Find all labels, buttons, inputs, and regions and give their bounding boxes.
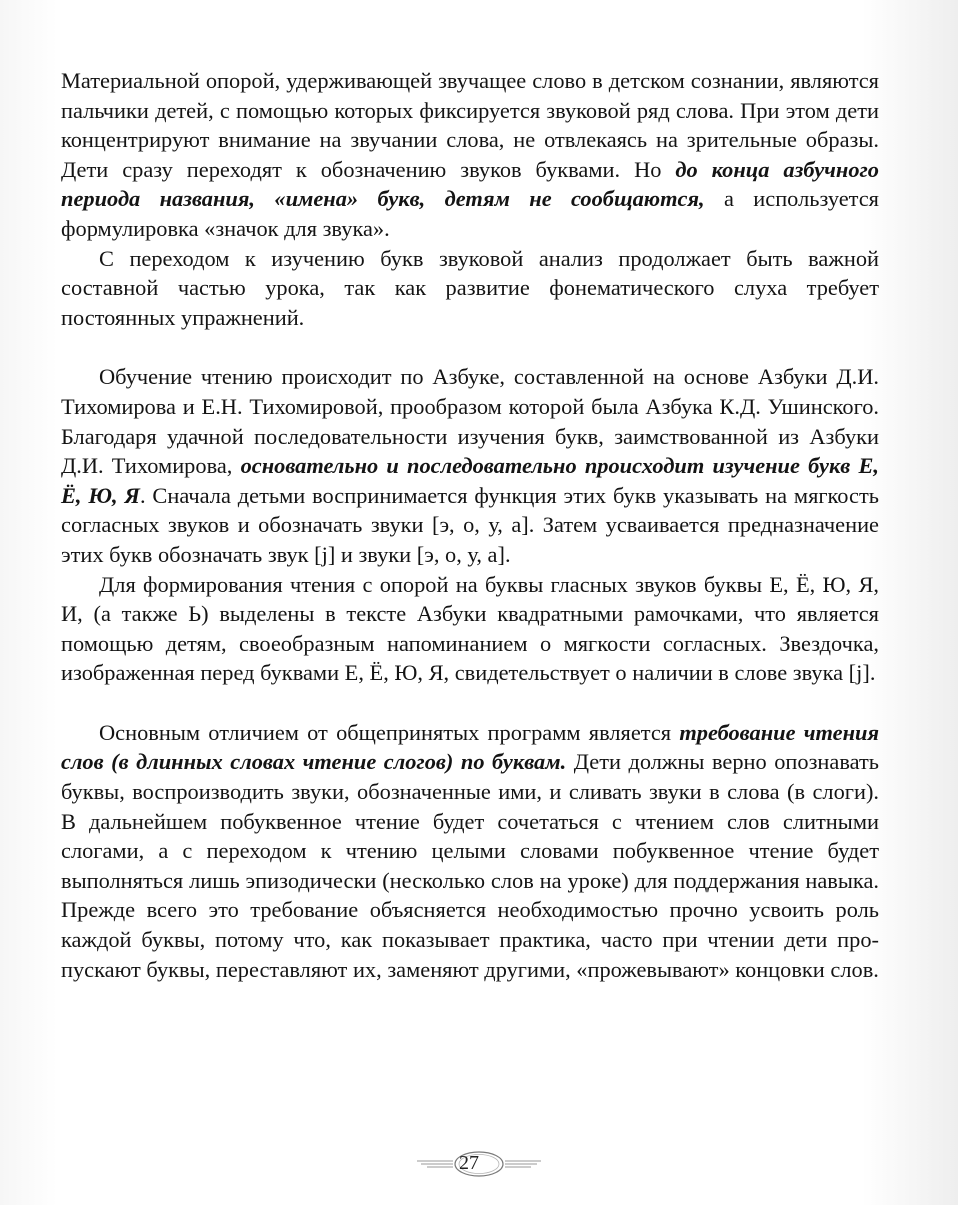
emphasized-text: до конца азбучного периода названия, «имена» букв, детям не сообщаются,	[61, 156, 879, 212]
text-run: а используется формулировка «значок для звука».	[61, 186, 879, 241]
paragraph-1	[61, 66, 879, 244]
text-run: С переходом к изучению букв звуковой анализ продолжает быть важной составной частью урока, так как развитие фонематического слуха требует постоянных упражнений.	[61, 245, 879, 330]
page-footer	[0, 1147, 958, 1179]
text-run: Материальной опорой, удерживающей звучащее слово в детском сознании, являются пальчики детей, с помощью которых фиксируется звуковой ряд слова. При этом дети концентрируют внимание на звучании слова, не отвлекаясь на зрительные образы. Дети сразу переходят к обозначению звуков буквами. Но	[61, 68, 879, 182]
page-body	[61, 66, 879, 984]
paragraph-2	[61, 244, 879, 333]
paragraph-5	[61, 718, 879, 984]
text-run: Дети должны верно опознавать буквы, воспроизводить звуки, обозначенные ими, и сливать звуки в слова (в слоги). В дальнейшем побуквенное чтение будет сочетаться с чтением слов слитными слогами, а с переходом к чтению целыми словами побуквенное чтение будет выполняться лишь эпизодически (несколько слов на уроке) для поддержания навыка. Прежде всего это требование объясняется необходимостью прочно усвоить роль каждой буквы, потому что, как показывает практика, часто при чтении дети пропускают буквы, переставляют их, заменяют другими, «прожевывают» концовки слов.	[61, 749, 879, 982]
text-run: Обучение чтению происходит по Азбуке, составленной на основе Азбуки Д.И. Тихомирова и Е.Н. Тихомировой, прообразом которой была Азбука К.Д. Ушинского. Благодаря удачной последовательности изучения букв, заимствованной из Азбуки Д.И. Тихомирова,	[61, 364, 879, 479]
paragraph-3	[61, 362, 879, 569]
emphasized-text: основательно и последовательно происходит изучение букв Е, Ё, Ю, Я	[61, 453, 879, 508]
text-run: . Сначала детьми воспринимается функция этих букв указывать на мягкость согласных звуков и обозначать звуки [э, о, у, а]. Затем усваивается предназначение этих букв обозначать звук [j] и звуки [э, о, у, а].	[61, 482, 879, 567]
page-number: 27	[459, 1152, 479, 1174]
text-run: Для формирования чтения с опорой на буквы гласных звуков буквы Е, Ё, Ю, Я, И, (а также Ь) выделены в тексте Азбуки квадратными рамочками, что является помощью детям, своеобразным напоминанием о мягкости согласных. Звездочка, изображенная перед буквами Е, Ё, Ю, Я, свидетельствует о наличии в слове звука [j].	[61, 571, 879, 686]
text-run: Основным отличием от общепринятых программ является	[99, 719, 680, 745]
emphasized-text: требование чтения слов (в длинных словах чтение слогов) по буквам.	[61, 719, 880, 775]
paragraph-4	[61, 570, 879, 688]
